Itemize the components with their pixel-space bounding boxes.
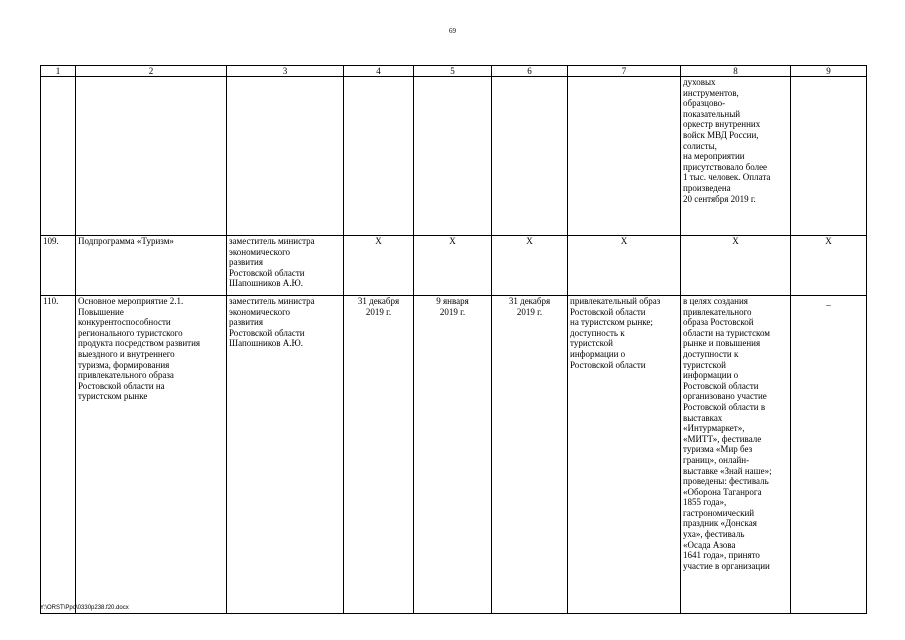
row-number: 110. <box>41 296 76 614</box>
reasons <box>791 77 867 236</box>
col-header-3: 3 <box>227 66 344 77</box>
expected-result: привлекательный образ Ростовской области на туристском рынке; доступность к туристской информации о Ростовской области <box>568 296 681 614</box>
table-row <box>41 236 867 296</box>
executor: заместитель министра экономического развития Ростовской области Шапошников А.Ю. <box>227 236 344 296</box>
col-header-8: 8 <box>681 66 791 77</box>
achieved-result: духовых инструментов, образцово- показательный оркестр внутренних войск МВД России, солисты, на мероприятии присутствовало более 1 тыс. человек. Оплата произведена 20 сентября 2019 г. <box>681 77 791 236</box>
col-header-4: 4 <box>344 66 414 77</box>
table-row <box>41 296 867 614</box>
fact-start-date: 9 января 2019 г. <box>414 296 492 614</box>
reasons: X <box>791 236 867 296</box>
plan-date <box>344 77 414 236</box>
expected-result <box>568 77 681 236</box>
file-path-footer: Y:\ORST\Ppo\0330p238.f20.docx <box>40 605 129 611</box>
executor: заместитель министра экономического развития Ростовской области Шапошников А.Ю. <box>227 296 344 614</box>
row-number <box>41 77 76 236</box>
col-header-5: 5 <box>414 66 492 77</box>
col-header-6: 6 <box>492 66 568 77</box>
page-number: 69 <box>449 27 456 35</box>
fact-start-date <box>414 77 492 236</box>
achieved-result: в целях создания привлекательного образа Ростовской области на туристском рынке и повышения доступности к туристской информации о Ростовской области организовано участие Ростовской области в выставках «Интурмаркет», «МИТТ», фестивале туризма «Мир без границ», онлайн- выставке «Знай наше»; проведены: фестиваль «Оборона Таганрога 1855 года», гастрономический праздник «Донская уха», фестиваль «Осада Азова 1641 года», принято участие в организации <box>681 296 791 614</box>
row-number: 109. <box>41 236 76 296</box>
event-name: Подпрограмма «Туризм» <box>76 236 227 296</box>
plan-date: 31 декабря 2019 г. <box>344 296 414 614</box>
executor <box>227 77 344 236</box>
header-row <box>41 66 867 77</box>
event-name: Основное мероприятие 2.1. Повышение конкурентоспособности регионального туристского продукта посредством развития выездного и внутреннего туризма, формирования привлекательного образа Ростовской области на туристском рынке <box>76 296 227 614</box>
col-header-2: 2 <box>76 66 227 77</box>
col-header-1: 1 <box>41 66 76 77</box>
achieved-result: X <box>681 236 791 296</box>
fact-end-date: X <box>492 236 568 296</box>
fact-start-date: X <box>414 236 492 296</box>
plan-date: X <box>344 236 414 296</box>
col-header-9: 9 <box>791 66 867 77</box>
event-name <box>76 77 227 236</box>
fact-end-date: 31 декабря 2019 г. <box>492 296 568 614</box>
expected-result: X <box>568 236 681 296</box>
reasons: – <box>791 296 867 614</box>
report-table <box>40 65 867 614</box>
fact-end-date <box>492 77 568 236</box>
table-row <box>41 77 867 236</box>
col-header-7: 7 <box>568 66 681 77</box>
